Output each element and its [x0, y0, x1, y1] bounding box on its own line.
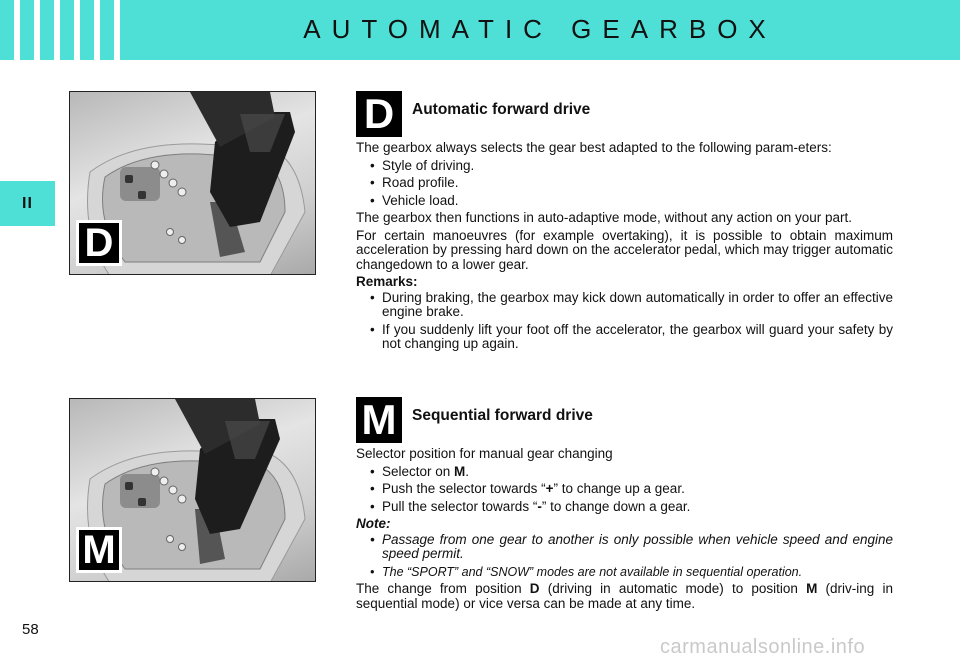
- header-stripe: [34, 0, 40, 60]
- paragraph: The gearbox always selects the gear best adapted to the following param-eters:: [356, 140, 832, 155]
- page-title: AUTOMATIC GEARBOX: [303, 14, 777, 44]
- list-item: • Passage from one gear to another is only possible when vehicle speed and engine speed permit.: [356, 533, 893, 562]
- remarks-label: Remarks:: [356, 274, 418, 289]
- page-header: [0, 0, 960, 60]
- badge-d: D: [356, 91, 402, 137]
- list-item: • Push the selector towards “+” to change up a gear.: [356, 482, 893, 497]
- paragraph: Selector position for manual gear changing: [356, 446, 613, 461]
- paragraph: The gearbox then functions in auto-adaptive mode, without any action on your part.: [356, 210, 853, 225]
- header-stripe: [74, 0, 80, 60]
- header-stripe: [14, 0, 20, 60]
- list-item: • Pull the selector towards “-” to change down a gear.: [356, 500, 893, 515]
- header-stripe: [54, 0, 60, 60]
- list-item: • During braking, the gearbox may kick down automatically in order to offer an effective engine brake.: [356, 291, 893, 320]
- watermark: carmanualsonline.info: [660, 636, 866, 658]
- list-item: • If you suddenly lift your foot off the accelerator, the gearbox will guard your safety by not changing up again.: [356, 323, 893, 352]
- paragraph: The change from position D (driving in automatic mode) to position M (driv-ing in sequential mode) or vice versa can be made at any time.: [356, 581, 893, 611]
- photo-badge-d: D: [76, 220, 122, 266]
- list-item: • Road profile.: [356, 176, 893, 191]
- photo-badge-m: M: [76, 527, 122, 573]
- section-d-body: [356, 141, 893, 355]
- list-item: • Vehicle load.: [356, 194, 893, 209]
- gear-selector-photo-m: [69, 398, 316, 582]
- header-stripe: [94, 0, 100, 60]
- section-title-automatic: Automatic forward drive: [412, 101, 591, 118]
- section-title-sequential: Sequential forward drive: [412, 407, 593, 424]
- badge-m: M: [356, 397, 402, 443]
- paragraph: For certain manoeuvres (for example overtaking), it is possible to obtain maximum acceleration by pressing hard down on the accelerator pedal, which may trigger automatic changedown to a lower gear.: [356, 227, 893, 272]
- list-item: • Selector on M.: [356, 465, 893, 480]
- page-number: 58: [22, 621, 39, 638]
- section-m-body: [356, 447, 893, 614]
- list-item: • The “SPORT” and “SNOW” modes are not available in sequential operation.: [356, 565, 893, 580]
- gear-selector-photo-d: [69, 91, 316, 275]
- chapter-tab: II: [0, 181, 55, 226]
- note-label: Note:: [356, 516, 391, 531]
- list-item: • Style of driving.: [356, 159, 893, 174]
